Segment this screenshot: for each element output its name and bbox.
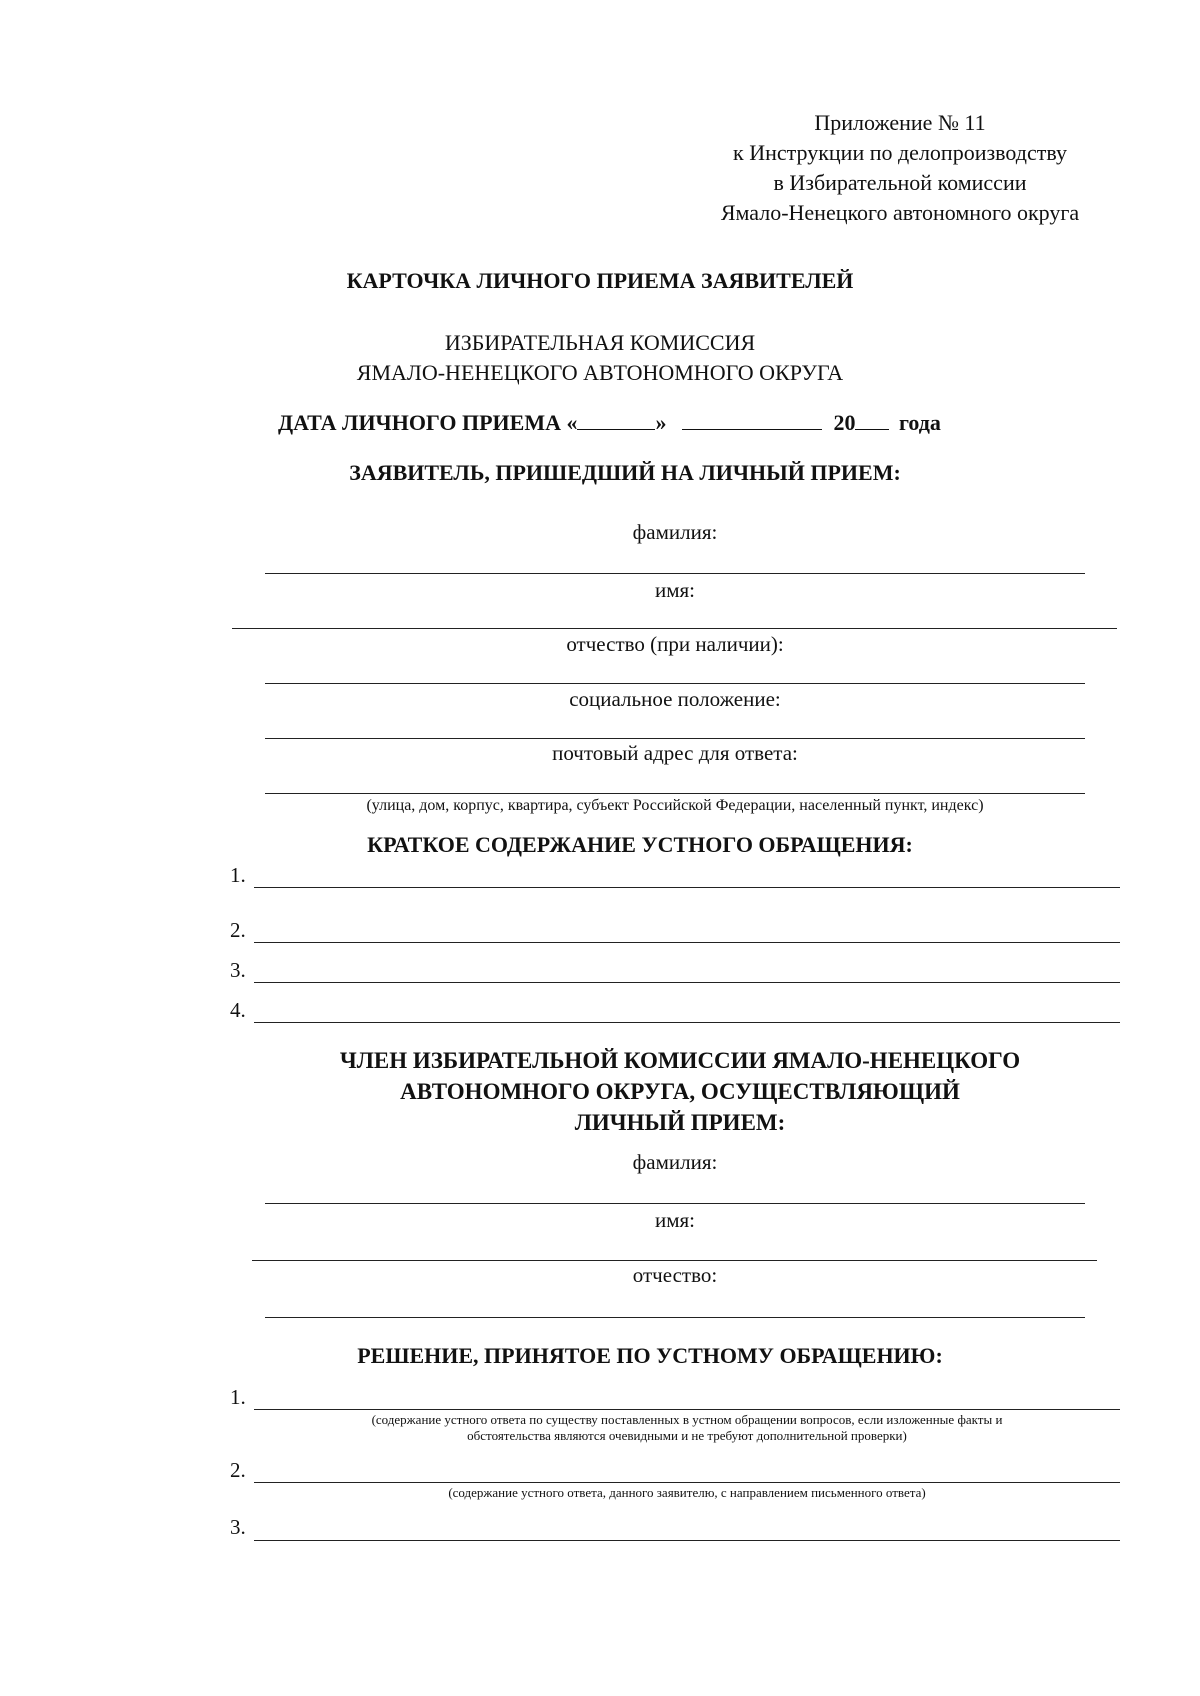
decision-hint-1-line2: обстоятельства являются очевидными и не требуют дополнительной проверки) bbox=[467, 1428, 907, 1443]
decision-item-number: 1. bbox=[230, 1385, 246, 1409]
decision-item-field[interactable] bbox=[254, 1540, 1120, 1541]
applicant-social-label: социальное положение: bbox=[569, 687, 781, 711]
member-patronymic-label: отчество: bbox=[632, 1263, 718, 1287]
member-heading bbox=[230, 1045, 1130, 1138]
summary-item-number: 4. bbox=[230, 998, 246, 1022]
applicant-patronymic-label: отчество (при наличии): bbox=[566, 632, 784, 656]
decision-item-number: 2. bbox=[230, 1458, 246, 1482]
date-quote-close: » bbox=[655, 410, 667, 435]
applicant-surname-label: фамилия: bbox=[632, 520, 718, 544]
date-line bbox=[278, 410, 941, 436]
member-heading-line2: АВТОНОМНОГО ОКРУГА, ОСУЩЕСТВЛЯЮЩИЙ bbox=[400, 1079, 960, 1104]
applicant-heading: ЗАЯВИТЕЛЬ, ПРИШЕДШИЙ НА ЛИЧНЫЙ ПРИЕМ: bbox=[349, 460, 901, 485]
org-name-line2: ЯМАЛО-НЕНЕЦКОГО АВТОНОМНОГО ОКРУГА bbox=[356, 360, 844, 385]
summary-item-number: 1. bbox=[230, 863, 246, 887]
applicant-address-label: почтовый адрес для ответа: bbox=[552, 741, 798, 765]
year-prefix: 20 bbox=[833, 410, 856, 435]
member-heading-line1: ЧЛЕН ИЗБИРАТЕЛЬНОЙ КОМИССИИ ЯМАЛО-НЕНЕЦКОГО bbox=[339, 1048, 1021, 1073]
appendix-block bbox=[660, 108, 1140, 228]
summary-item-number: 3. bbox=[230, 958, 246, 982]
year-suffix: года bbox=[898, 410, 941, 435]
member-heading-line3: ЛИЧНЫЙ ПРИЕМ: bbox=[574, 1110, 786, 1135]
date-label: ДАТА ЛИЧНОГО ПРИЕМА « bbox=[278, 410, 578, 435]
org-name-line1: ИЗБИРАТЕЛЬНАЯ КОМИССИЯ bbox=[444, 330, 756, 355]
address-hint: (улица, дом, корпус, квартира, субъект Российской Федерации, населенный пункт, индекс) bbox=[366, 797, 984, 814]
member-surname-field[interactable] bbox=[265, 1203, 1085, 1204]
decision-item-number: 3. bbox=[230, 1515, 246, 1539]
summary-item-number: 2. bbox=[230, 918, 246, 942]
member-name-field[interactable] bbox=[252, 1260, 1097, 1261]
member-surname-label: фамилия: bbox=[632, 1150, 718, 1174]
decision-item-field[interactable] bbox=[254, 1409, 1120, 1410]
applicant-surname-field[interactable] bbox=[265, 573, 1085, 574]
appendix-commission: в Избирательной комиссии bbox=[773, 170, 1027, 195]
summary-item-field[interactable] bbox=[254, 942, 1120, 943]
decision-heading: РЕШЕНИЕ, ПРИНЯТОЕ ПО УСТНОМУ ОБРАЩЕНИЮ: bbox=[357, 1343, 943, 1368]
member-patronymic-field[interactable] bbox=[265, 1317, 1085, 1318]
applicant-address-field[interactable] bbox=[265, 793, 1085, 794]
appendix-region: Ямало-Ненецкого автономного округа bbox=[720, 200, 1080, 225]
decision-item-field[interactable] bbox=[254, 1482, 1120, 1483]
member-name-label: имя: bbox=[654, 1208, 696, 1232]
decision-hint-1-line1: (содержание устного ответа по существу поставленных в устном обращении вопросов, если изложенные факты и bbox=[371, 1412, 1003, 1427]
summary-item-field[interactable] bbox=[254, 887, 1120, 888]
applicant-name-label: имя: bbox=[654, 578, 696, 602]
applicant-patronymic-field[interactable] bbox=[265, 683, 1085, 684]
page-title: КАРТОЧКА ЛИЧНОГО ПРИЕМА ЗАЯВИТЕЛЕЙ bbox=[346, 268, 854, 293]
summary-item-field[interactable] bbox=[254, 1022, 1120, 1023]
applicant-social-field[interactable] bbox=[265, 738, 1085, 739]
summary-item-field[interactable] bbox=[254, 982, 1120, 983]
summary-heading: КРАТКОЕ СОДЕРЖАНИЕ УСТНОГО ОБРАЩЕНИЯ: bbox=[367, 832, 913, 857]
applicant-name-field[interactable] bbox=[232, 628, 1117, 629]
month-field[interactable] bbox=[682, 411, 822, 430]
appendix-number: Приложение № 11 bbox=[814, 110, 986, 135]
year-field[interactable] bbox=[855, 411, 889, 430]
decision-hint-2: (содержание устного ответа, данного заявителю, с направлением письменного ответа) bbox=[448, 1485, 926, 1500]
appendix-instruction: к Инструкции по делопроизводству bbox=[733, 140, 1067, 165]
day-field[interactable] bbox=[577, 411, 655, 430]
